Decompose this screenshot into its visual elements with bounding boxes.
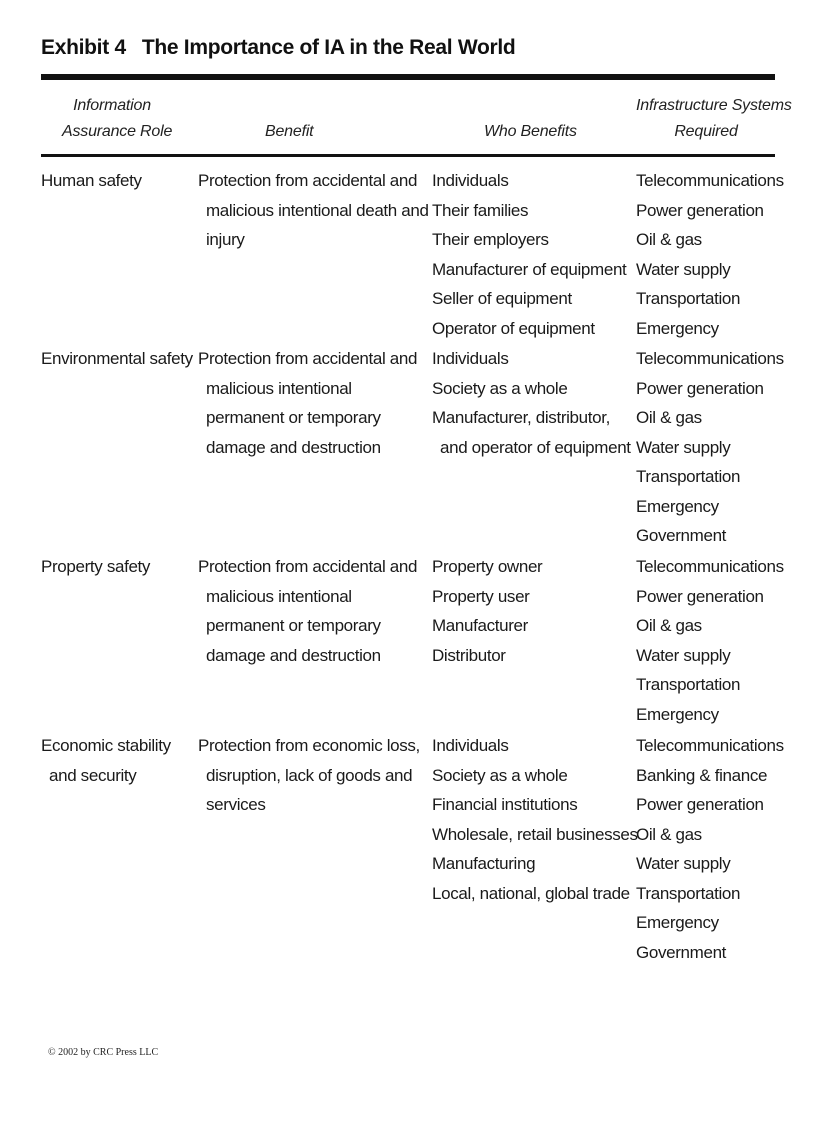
cell-line: Their families: [432, 200, 529, 220]
cell-line: Government: [636, 942, 727, 962]
cell-line: Human safety: [41, 171, 142, 190]
table-top-rule: [41, 74, 775, 80]
cell-line: Telecommunications: [636, 349, 784, 368]
cell-infrastructure: [636, 166, 784, 343]
cell-line: Local, national, global trade: [432, 883, 630, 903]
cell-line: Financial institutions: [432, 795, 578, 814]
cell-line: Water supply: [636, 437, 731, 457]
exhibit-label: Exhibit 4: [41, 36, 126, 59]
cell-line: services: [206, 795, 266, 814]
cell-line: Power generation: [636, 378, 764, 398]
cell-line: malicious intentional: [206, 586, 352, 606]
cell-line: Emergency: [636, 496, 719, 516]
cell-line: Protection from accidental and: [198, 557, 418, 576]
cell-line: Telecommunications: [636, 557, 784, 576]
cell-line: Their employers: [432, 230, 549, 249]
cell-line: Banking & finance: [636, 765, 768, 785]
cell-line: damage and destruction: [206, 645, 381, 665]
cell-line: Protection from accidental and: [198, 349, 418, 368]
cell-line: Telecommunications: [636, 736, 784, 755]
column-header-role: [62, 93, 173, 145]
cell-line: Telecommunications: [636, 171, 784, 190]
cell-line: malicious intentional: [206, 378, 352, 398]
cell-line: Protection from accidental and: [198, 171, 418, 190]
cell-line: Water supply: [636, 645, 731, 665]
column-header-who-benefits: Who Benefits: [484, 123, 577, 140]
cell-line: Manufacturing: [432, 854, 536, 873]
cell-benefit: [198, 552, 417, 670]
cell-line: Wholesale, retail businesses: [432, 824, 638, 844]
cell-who-benefits: [432, 731, 638, 908]
cell-line: Emergency: [636, 913, 719, 932]
cell-line: permanent or temporary: [206, 408, 381, 427]
cell-role: [41, 731, 171, 790]
cell-infrastructure: [636, 344, 784, 551]
cell-line: Individuals: [432, 171, 509, 190]
cell-line: Oil & gas: [636, 824, 702, 844]
column-header-infrastructure-line: Required: [674, 123, 738, 140]
cell-line: Property user: [432, 586, 530, 606]
cell-line: Economic stability: [41, 736, 171, 755]
exhibit-title-text: The Importance of IA in the Real World: [141, 36, 516, 59]
cell-line: Manufacturer, distributor,: [432, 408, 610, 427]
cell-line: Oil & gas: [636, 230, 702, 249]
cell-line: Transportation: [636, 883, 741, 903]
cell-line: Emergency: [636, 318, 719, 338]
cell-line: Transportation: [636, 675, 741, 694]
cell-line: Protection from economic loss,: [198, 736, 420, 755]
cell-line: Society as a whole: [432, 765, 568, 785]
cell-line: Emergency: [636, 704, 719, 724]
cell-role: [41, 552, 150, 582]
copyright-notice: © 2002 by CRC Press LLC: [48, 1047, 159, 1058]
cell-benefit: [198, 166, 429, 255]
cell-role: [41, 344, 193, 374]
column-header-role-line: Information: [73, 97, 151, 114]
cell-line: Environmental safety: [41, 349, 193, 368]
cell-line: Individuals: [432, 349, 509, 368]
cell-line: and operator of equipment: [440, 437, 631, 457]
cell-who-benefits: [432, 552, 542, 670]
cell-line: disruption, lack of goods and: [206, 765, 413, 785]
cell-line: Manufacturer: [432, 616, 528, 635]
cell-line: Distributor: [432, 645, 506, 665]
cell-line: Power generation: [636, 586, 764, 606]
cell-line: Society as a whole: [432, 378, 568, 398]
cell-line: Manufacturer of equipment: [432, 259, 627, 279]
cell-line: Operator of equipment: [432, 318, 595, 338]
header-bottom-rule: [41, 154, 775, 157]
cell-benefit: [198, 344, 417, 462]
cell-line: Transportation: [636, 289, 741, 308]
cell-line: and security: [49, 765, 137, 785]
cell-role: [41, 166, 142, 196]
cell-line: permanent or temporary: [206, 616, 381, 635]
column-header-infrastructure-line: Infrastructure Systems: [636, 97, 792, 114]
cell-benefit: [198, 731, 420, 820]
cell-line: Oil & gas: [636, 616, 702, 635]
cell-line: Transportation: [636, 467, 741, 486]
cell-line: damage and destruction: [206, 437, 381, 457]
cell-line: Power generation: [636, 795, 764, 814]
cell-who-benefits: [432, 344, 631, 462]
column-header-role-line: Assurance Role: [62, 123, 173, 140]
column-header-benefit: Benefit: [265, 123, 314, 140]
cell-line: Water supply: [636, 854, 731, 873]
cell-who-benefits: [432, 166, 626, 343]
cell-line: Seller of equipment: [432, 289, 572, 308]
cell-line: Power generation: [636, 200, 764, 220]
cell-infrastructure: [636, 552, 784, 729]
cell-line: Individuals: [432, 736, 509, 755]
cell-line: Property safety: [41, 557, 151, 576]
column-header-infrastructure: [636, 93, 792, 145]
cell-infrastructure: [636, 731, 784, 967]
cell-line: Oil & gas: [636, 408, 702, 427]
cell-line: injury: [206, 230, 245, 249]
cell-line: Government: [636, 526, 727, 545]
cell-line: Water supply: [636, 259, 731, 279]
cell-line: Property owner: [432, 557, 543, 576]
cell-line: malicious intentional death and: [206, 200, 429, 220]
exhibit-title: [41, 36, 515, 60]
